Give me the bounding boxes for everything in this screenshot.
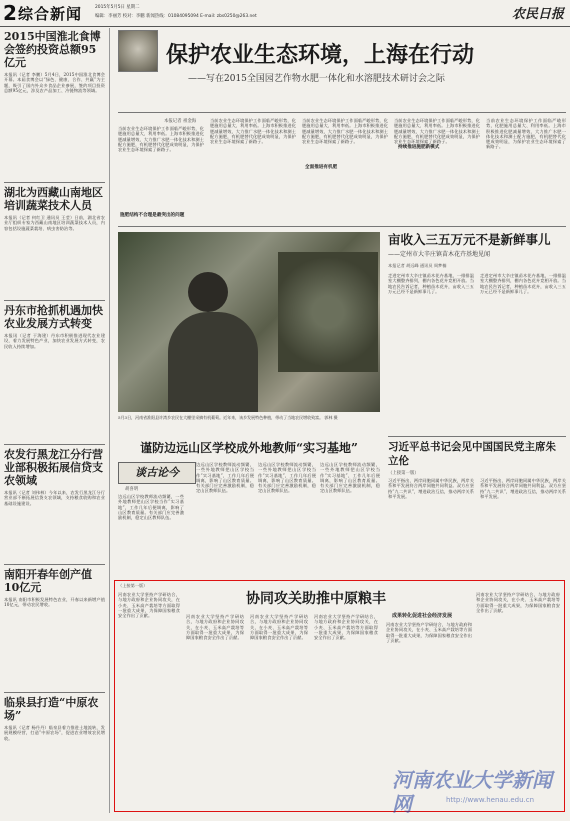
left-headline-3: 丹东市抢抓机遇加快农业发展方式转变	[4, 304, 103, 330]
left-item-2	[4, 186, 105, 289]
grape-harvest-photo	[118, 232, 380, 412]
top-feature-header	[118, 30, 566, 98]
column-divider	[109, 28, 110, 813]
bottom-body-col-4: 河南农业大学坚持产学研结合，与地方政府和企业协同攻关，在小麦、玉米高产栽培等方面取得一批重大成果，为保障国家粮食安全作出了贡献。	[314, 614, 378, 641]
left-headline-4: 农发行黑龙江分行营业部积极拓展信贷支农领域	[4, 448, 103, 487]
bottom-body-col-6: 河南农业大学坚持产学研结合，与地方政府和企业协同攻关，在小麦、玉米高产栽培等方面取得一批重大成果，为保障国家粮食安全作出了贡献。	[476, 592, 560, 613]
left-item-3	[4, 304, 105, 433]
lower-body-col-4: 边远山区学校教师流动频繁，一些外地教师把山区学校当作“实习基地”，工作几年后便调离，影响了山区教育质量。有关部门应完善激励机制，稳定山区教师队伍。	[320, 462, 380, 494]
photo-figure	[188, 272, 228, 312]
top-body-col-3: 当前农业生态环境保护工作面临严峻形势，化肥施用总量大、利用率低。上海市积极推进化肥减量增效，大力推广水肥一体化技术和测土配方施肥，有机肥替代化肥成效明显，为保护农业生态环境探索了新路子。	[302, 118, 388, 145]
column-logo-box	[118, 462, 196, 484]
divider	[4, 564, 105, 565]
photo-grapes	[278, 252, 378, 372]
bottom-dateline: （上接第一版）	[118, 583, 148, 588]
lower-headline: 谨防边远山区学校成外地教师“实习基地”	[140, 441, 358, 455]
editor-info: 编辑：李丽芳 校对：李鹏 新闻热线：01084095094 E-mail: zbs0250@263.net	[95, 14, 257, 19]
xi-headline: 习近平总书记会见中国国民党主席朱立伦	[388, 441, 556, 467]
photo-figure	[168, 312, 258, 412]
lower-byline: 胡喜明	[125, 487, 139, 492]
xi-dateline: （上接第一版）	[388, 471, 419, 476]
divider	[4, 692, 105, 693]
right-body	[388, 273, 566, 441]
left-item-1	[4, 30, 105, 206]
left-body-4: 本报讯（记者 刘伟林）今年以来，农发行黑龙江分行营业部不断拓展信贷支农领域，支持粮食收购和农业基础设施建设。	[4, 490, 105, 506]
bottom-body-col-5: 河南农业大学坚持产学研结合，与地方政府和企业协同攻关，在小麦、玉米高产栽培等方面取得一批重大成果，为保障国家粮食安全作出了贡献。	[386, 622, 472, 643]
top-feature-body	[118, 116, 566, 222]
top-body-col-2: 当前农业生态环境保护工作面临严峻形势，化肥施用总量大、利用率低。上海市积极推进化肥减量增效，大力推广水肥一体化技术和测土配方施肥，有机肥替代化肥成效明显，为保护农业生态环境探索了新路子。	[210, 118, 296, 145]
top-subhead-2: 全面推进有机肥	[305, 165, 338, 170]
feature-logo-image	[118, 30, 158, 72]
issue-date: 2015年5月5日 星期二	[95, 5, 140, 10]
right-body-col-1: 走进定州市大辛庄镇苗木花卉基地，一排排温室大棚整齐排列，棚内各色花卉竞相开放。当地农民告诉记者，种植苗木花卉，亩收入三五万元已经不是新鲜事儿了。	[388, 273, 474, 294]
top-body-col-1: 当前农业生态环境保护工作面临严峻形势，化肥施用总量大、利用率低。上海市积极推进化肥减量增效，大力推广水肥一体化技术和测土配方施肥，有机肥替代化肥成效明显，为保护农业生态环境探索了新路子。	[118, 126, 204, 153]
top-subhead-1: 施肥结构不合理是最突出的问题	[120, 213, 185, 218]
lower-body-col-1: 边远山区学校教师流动频繁，一些外地教师把山区学校当作“实习基地”，工作几年后便调离，影响了山区教育质量。有关部门应完善激励机制，稳定山区教师队伍。	[118, 494, 184, 521]
bottom-body-col-1: 河南农业大学坚持产学研结合，与地方政府和企业协同攻关，在小麦、玉米高产栽培等方面取得一批重大成果，为保障国家粮食安全作出了贡献。	[118, 592, 180, 619]
top-body-col-4: 当前农业生态环境保护工作面临严峻形势，化肥施用总量大、利用率低。上海市积极推进化肥减量增效，大力推广水肥一体化技术和测土配方施肥，有机肥替代化肥成效明显，为保护农业生态环境探索了新路子。	[394, 118, 480, 145]
left-headline-2: 湖北为西藏山南地区培训蔬菜技术人员	[4, 186, 103, 212]
page-header	[0, 0, 570, 27]
left-headline-6: 临泉县打造“中原农场”	[4, 696, 99, 722]
bottom-headline: 协同攻关助推中原粮丰	[246, 591, 386, 607]
xi-body-col-1: 习近平指出，两岸同胞同属中华民族，两岸关系和平发展符合两岸同胞共同利益。双方应坚持“九二共识”，增进政治互信，推动两岸关系和平发展。	[388, 478, 474, 499]
right-byline: 本报记者 胡远峰 通讯员 周梦楠	[388, 263, 447, 268]
left-headline-5: 南阳开春年创产值10亿元	[4, 568, 92, 594]
left-item-5	[4, 568, 105, 689]
lower-body-col-3: 边远山区学校教师流动频繁，一些外地教师把山区学校当作“实习基地”，工作几年后便调离，影响了山区教育质量。有关部门应完善激励机制，稳定山区教师队伍。	[258, 462, 316, 494]
top-subhead: ——写在2015全国园艺作物水肥一体化和水溶肥技术研讨会之际	[188, 74, 445, 84]
right-story	[388, 232, 566, 441]
top-body-col-5: 当前农业生态环境保护工作面临严峻形势，化肥施用总量大、利用率低。上海市积极推进化肥减量增效，大力推广水肥一体化技术和测土配方施肥，有机肥替代化肥成效明显，为保护农业生态环境探索了新路子。	[486, 118, 566, 150]
divider	[4, 444, 105, 445]
left-body-2: 本报讯（记者 何红卫 通讯员 王莹）日前，湖北省农业厅组织专家为西藏山南地区培训蔬菜技术人员，内容包括设施蔬菜栽培、病虫害防治等。	[4, 215, 105, 231]
left-body-3: 本报讯（记者 于海建）丹东市积极推进现代农业建设，着力发展特色产业，加快农业发展方式转变，农民收入持续增加。	[4, 333, 105, 349]
right-body-col-2: 走进定州市大辛庄镇苗木花卉基地，一排排温室大棚整齐排列，棚内各色花卉竞相开放。当地农民告诉记者，种植苗木花卉，亩收入三五万元已经不是新鲜事儿了。	[480, 273, 566, 294]
column-logo: 谈古论今	[135, 466, 179, 479]
watermark-url: http://www.henau.edu.cn	[446, 796, 535, 804]
lower-story	[118, 440, 380, 456]
xi-story	[388, 440, 566, 574]
xi-body	[388, 478, 566, 574]
newspaper-brand: 农民日报	[511, 7, 564, 22]
section-title: 综合新闻	[18, 5, 83, 23]
right-headline: 亩收入三五万元不是新鲜事儿	[388, 232, 551, 247]
divider	[4, 182, 105, 183]
divider	[388, 436, 566, 437]
page-number: 2	[3, 1, 17, 25]
bottom-body-col-3: 河南农业大学坚持产学研结合，与地方政府和企业协同攻关，在小麦、玉米高产栽培等方面取得一批重大成果，为保障国家粮食安全作出了贡献。	[250, 614, 308, 641]
left-body-6: 本报讯（记者 杨丹丹）临泉县着力推进土地流转，发展规模经营，打造“中原农场”，促进农业增效农民增收。	[4, 725, 105, 741]
bottom-subhead: 成果转化促进社会经济发展	[392, 613, 453, 619]
bottom-body-col-2: 河南农业大学坚持产学研结合，与地方政府和企业协同攻关，在小麦、玉米高产栽培等方面取得一批重大成果，为保障国家粮食安全作出了贡献。	[186, 614, 244, 641]
left-item-6	[4, 696, 105, 821]
lower-body-col-2: 边远山区学校教师流动频繁，一些外地教师把山区学校当作“实习基地”，工作几年后便调离，影响了山区教育质量。有关部门应完善激励机制，稳定山区教师队伍。	[196, 462, 254, 494]
divider	[118, 226, 566, 227]
right-subhead: ——定州市大辛庄镇苗木花卉基地见闻	[388, 251, 491, 258]
left-body-5: 本报讯 南阳市积极发展特色农业，开春以来新增产值10亿元，带动农民增收。	[4, 597, 105, 608]
divider	[118, 112, 566, 113]
xi-body-col-2: 习近平指出，两岸同胞同属中华民族，两岸关系和平发展符合两岸同胞共同利益。双方应坚持“九二共识”，增进政治互信，推动两岸关系和平发展。	[480, 478, 566, 499]
left-headline-1: 2015中国淮北食博会签约投资总额95亿元	[4, 30, 101, 69]
top-byline: 本报记者 祖金海	[164, 119, 197, 124]
watermark-title: 河南农业大学新闻网	[392, 768, 552, 816]
photo-caption: 5月3日，河南省淮阳县许湾乡农民在大棚里采摘有机葡萄。近年来，该乡发展特色种植，带动了当地农民增收致富。 郭林 摄	[118, 415, 338, 420]
left-item-4	[4, 448, 105, 568]
divider	[4, 300, 105, 301]
left-body-1: 本报讯（记者 李鹏）5月4日，2015中国淮北食博会开幕。本届食博会以“绿色、健康、合作、共赢”为主题，吸引了国内外众多食品企业参展，签约项目投资总额95亿元，涉及农产品加工、冷链物流等领域。	[4, 72, 105, 93]
top-subhead-3: 持续推进施肥新模式	[398, 145, 440, 150]
top-headline: 保护农业生态环境，上海在行动	[166, 42, 475, 68]
